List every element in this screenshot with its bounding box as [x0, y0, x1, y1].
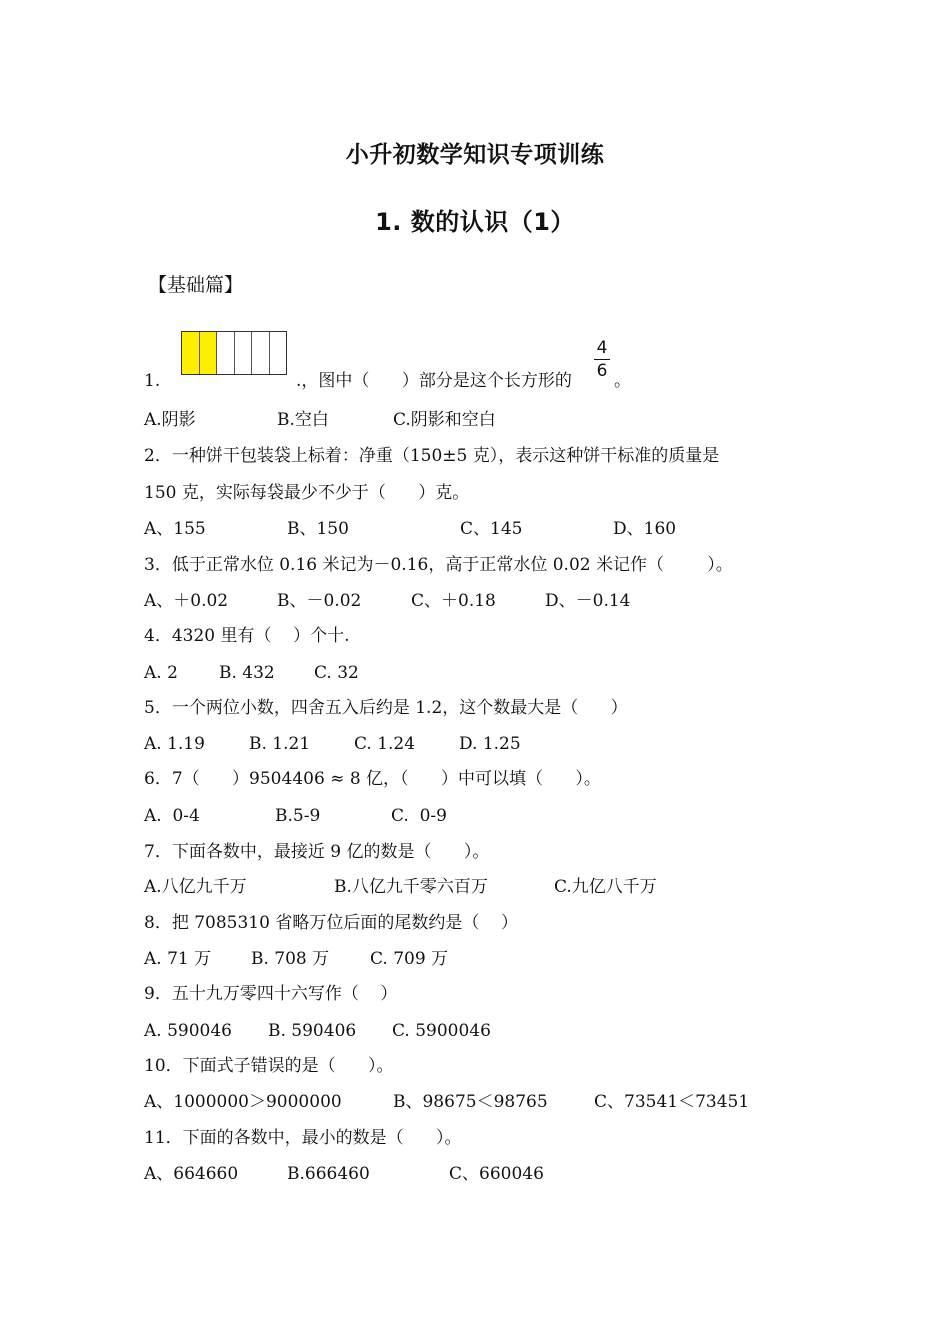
option: B. 708 万: [251, 949, 330, 969]
blank-part: [235, 332, 253, 374]
question-6-text: 6．7（ ）9504406 ≈ 8 亿，（ ）中可以填（ ）。: [144, 769, 601, 789]
fraction-denominator: 6: [596, 361, 608, 381]
option: B.666460: [287, 1164, 370, 1184]
page-title: 小升初数学知识专项训练: [345, 142, 605, 168]
page-subtitle: 1. 数的认识（1）: [375, 208, 575, 236]
question-2-line-2: 150 克，实际每袋最少不少于（ ）克。: [144, 483, 470, 503]
blank-part: [217, 332, 235, 374]
option: D、160: [613, 519, 677, 539]
option: D. 1.25: [459, 734, 521, 754]
option: C、73541＜73451: [594, 1092, 750, 1112]
question-5-options: [144, 733, 521, 755]
question-11-options: [144, 1163, 544, 1185]
option: A、155: [144, 519, 206, 539]
shaded-part: [200, 332, 218, 374]
question-1-end: 。: [614, 371, 631, 391]
option: D、－0.14: [545, 591, 631, 611]
question-3-text: 3．低于正常水位 0.16 米记为－0.16，高于正常水位 0.02 米记作（ ）。: [144, 555, 733, 575]
question-1-options: [144, 409, 496, 431]
question-4-options: [144, 662, 359, 684]
option: A. 2: [144, 663, 178, 683]
question-2-options: [144, 518, 676, 540]
option: C. 5900046: [392, 1021, 491, 1041]
blank-part: [270, 332, 287, 374]
fraction-numerator: 4: [596, 338, 608, 358]
question-4-text: 4．4320 里有（ ）个十.: [144, 626, 350, 646]
option: A、＋0.02: [144, 591, 229, 611]
option: A. 0-4: [144, 806, 200, 826]
option: A、664660: [144, 1164, 239, 1184]
option: A. 1.19: [144, 734, 205, 754]
rectangle-figure: [181, 331, 287, 375]
question-2-line-1: 2．一种饼干包装袋上标着：净重（150±5 克），表示这种饼干标准的质量是: [144, 446, 720, 466]
option: B. 590406: [268, 1021, 357, 1041]
option: C.阴影和空白: [393, 410, 496, 430]
option: C、660046: [449, 1164, 544, 1184]
question-8-text: 8．把 7085310 省略万位后面的尾数约是（ ）: [144, 913, 518, 933]
option: B.八亿九千零六百万: [334, 877, 488, 897]
question-10-text: 10．下面式子错误的是（ ）。: [144, 1056, 394, 1076]
option: C.九亿八千万: [554, 877, 657, 897]
question-7-text: 7．下面各数中，最接近 9 亿的数是（ ）。: [144, 842, 490, 862]
fraction: [594, 338, 610, 381]
option: A. 71 万: [144, 949, 212, 969]
option: B. 1.21: [249, 734, 311, 754]
option: C、145: [460, 519, 523, 539]
option: B、150: [287, 519, 349, 539]
fraction-bar: [594, 359, 610, 360]
question-3-options: [144, 590, 630, 612]
question-8-options: [144, 948, 448, 970]
question-1-text: [296, 370, 572, 392]
question-6-options: [144, 805, 447, 827]
blank-part: [252, 332, 270, 374]
option: B.空白: [277, 410, 329, 430]
question-11-text: 11．下面的各数中，最小的数是（ ）。: [144, 1128, 462, 1148]
option: B、98675＜98765: [393, 1092, 548, 1112]
question-9-options: [144, 1020, 491, 1042]
question-5-text: 5．一个两位小数，四舍五入后约是 1.2，这个数最大是（ ）: [144, 698, 628, 718]
option: A.八亿九千万: [144, 877, 247, 897]
option: A.阴影: [144, 410, 196, 430]
option: C. 709 万: [370, 949, 449, 969]
question-1-stem: .，图中（ ）部分是这个长方形的: [296, 371, 572, 391]
question-9-text: 9．五十九万零四十六写作（ ）: [144, 984, 398, 1004]
option: C. 1.24: [354, 734, 416, 754]
option: A、1000000＞9000000: [144, 1092, 342, 1112]
option: C、＋0.18: [411, 591, 496, 611]
option: B.5-9: [275, 806, 321, 826]
question-7-options: [144, 876, 657, 898]
section-heading: 【基础篇】: [148, 274, 244, 296]
shaded-part: [182, 332, 200, 374]
question-10-options: [144, 1091, 749, 1113]
option: C. 32: [314, 663, 359, 683]
question-1-number: 1.: [144, 371, 161, 391]
option: B、－0.02: [277, 591, 362, 611]
option: A. 590046: [144, 1021, 232, 1041]
option: B. 432: [219, 663, 275, 683]
option: C. 0-9: [391, 806, 447, 826]
